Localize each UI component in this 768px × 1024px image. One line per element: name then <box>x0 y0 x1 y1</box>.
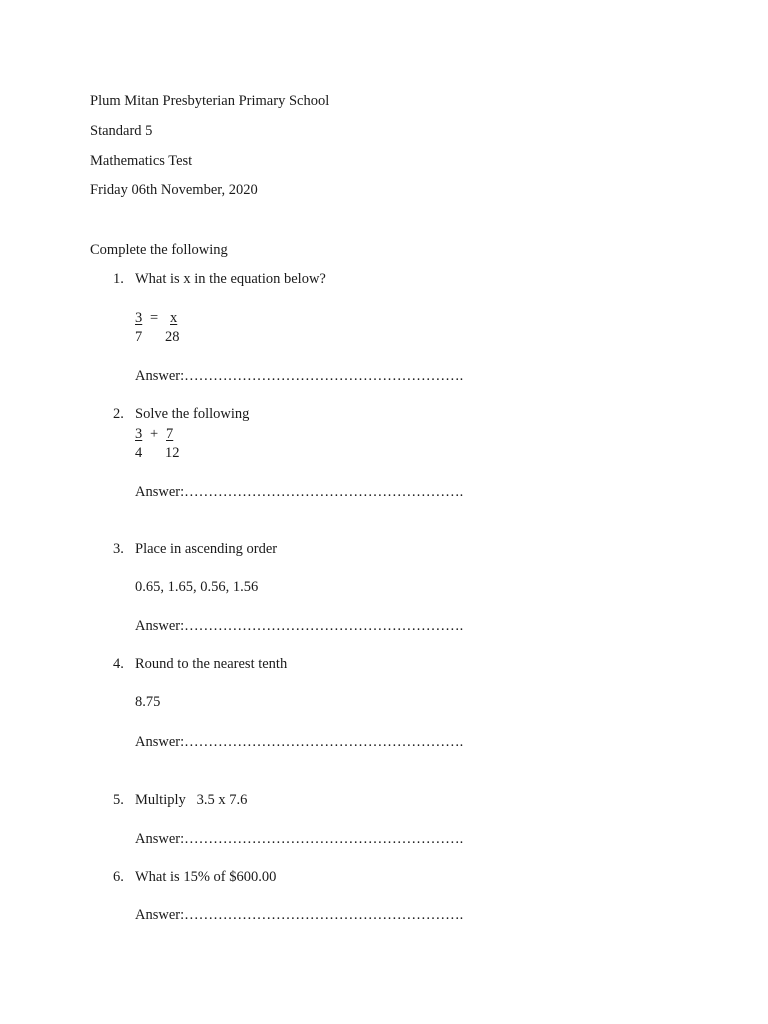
question-number: 6. <box>113 869 124 885</box>
question-number: 5. <box>113 792 124 808</box>
question-number: 2. <box>113 406 124 422</box>
answer-line: Answer:…………………………………………………. <box>135 618 464 634</box>
fraction-denominator: 7 <box>135 329 143 345</box>
fraction-numerator: 7 <box>166 426 174 442</box>
number-value: 8.75 <box>135 694 161 710</box>
subject-title: Mathematics Test <box>90 153 193 169</box>
fraction-denominator: 12 <box>165 445 180 461</box>
fraction-denominator: 4 <box>135 445 143 461</box>
question-text: Solve the following <box>135 406 250 422</box>
answer-line: Answer:…………………………………………………. <box>135 484 464 500</box>
question-number: 3. <box>113 541 124 557</box>
question-number: 4. <box>113 656 124 672</box>
question-text: What is x in the equation below? <box>135 271 326 287</box>
equals-sign: = <box>150 310 159 326</box>
answer-line: Answer:…………………………………………………. <box>135 907 464 923</box>
answer-line: Answer:…………………………………………………. <box>135 831 464 847</box>
question-text: Multiply 3.5 x 7.6 <box>135 792 248 808</box>
school-name: Plum Mitan Presbyterian Primary School <box>90 93 330 109</box>
question-text: Round to the nearest tenth <box>135 656 288 672</box>
question-number: 1. <box>113 271 124 287</box>
fraction-numerator: 3 <box>135 310 143 326</box>
fraction-numerator: x <box>170 310 178 326</box>
plus-sign: + <box>150 426 159 442</box>
answer-line: Answer:…………………………………………………. <box>135 368 464 384</box>
fraction-denominator: 28 <box>165 329 180 345</box>
class-standard: Standard 5 <box>90 123 153 139</box>
test-date: Friday 06th November, 2020 <box>90 182 258 198</box>
answer-line: Answer:…………………………………………………. <box>135 734 464 750</box>
instructions: Complete the following <box>90 242 228 258</box>
fraction-numerator: 3 <box>135 426 143 442</box>
question-text: Place in ascending order <box>135 541 278 557</box>
number-list: 0.65, 1.65, 0.56, 1.56 <box>135 579 259 595</box>
question-text: What is 15% of $600.00 <box>135 869 277 885</box>
